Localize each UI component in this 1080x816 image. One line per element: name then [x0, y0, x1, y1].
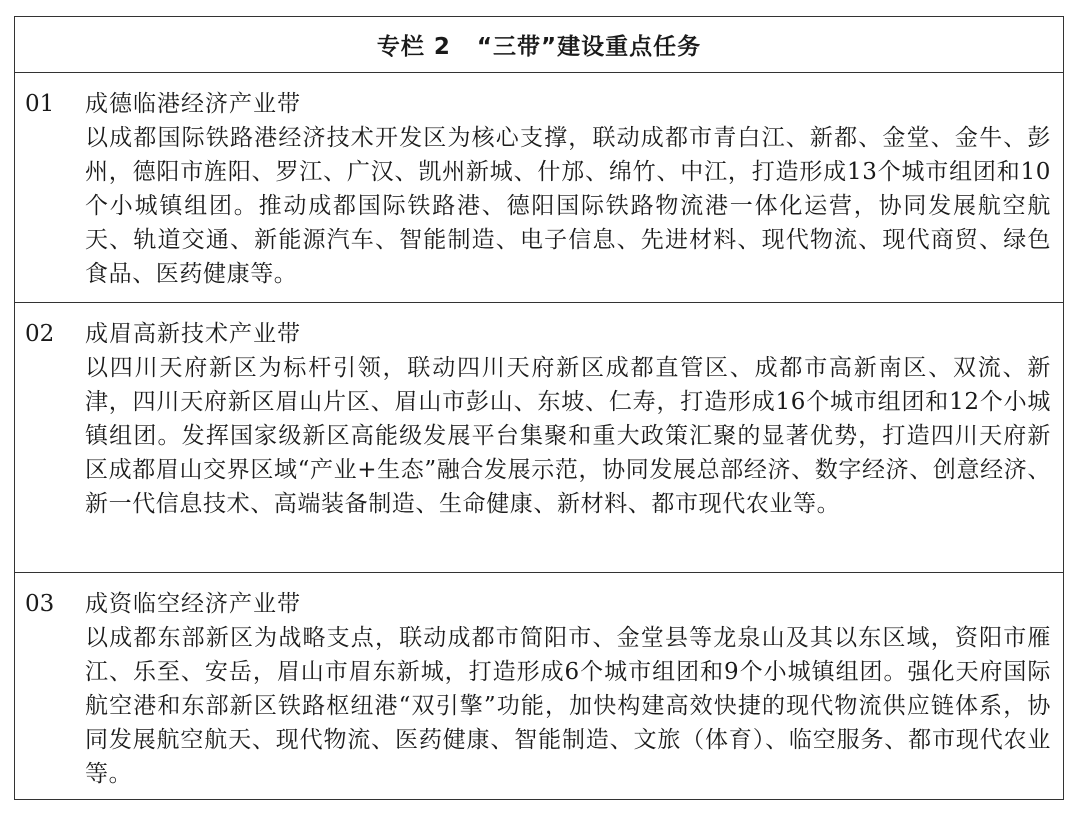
section-body: 以成都东部新区为战略支点，联动成都市简阳市、金堂县等龙泉山及其以东区域，资阳市雁江、乐至、安岳，眉山市眉东新城，打造形成6个城市组团和9个小城镇组团。强化天府国际航空港和东部新区铁路枢纽港“双引擎”功能，加快构建高效快捷的现代物流供应链体系，协同发展航空航天、现代物流、医药健康、智能制造、文旅（体育）、临空服务、都市现代农业等。: [85, 625, 1051, 787]
section-body: 以四川天府新区为标杆引领，联动四川天府新区成都直管区、成都市高新南区、双流、新津，四川天府新区眉山片区、眉山市彭山、东坡、仁寿，打造形成16个城市组团和12个小城镇组团。发挥国家级新区高能级发展平台集聚和重大政策汇聚的显著优势，打造四川天府新区成都眉山交界区域“产业+生态”融合发展示范，协同发展总部经济、数字经济、创意经济、新一代信息技术、高端装备制造、生命健康、新材料、都市现代农业等。: [85, 355, 1051, 517]
section-number: 01: [25, 91, 55, 117]
section-number: 02: [25, 321, 55, 347]
column-box: [14, 16, 1064, 800]
column-label: 专栏 2: [376, 34, 451, 60]
section-title: 成德临港经济产业带: [85, 91, 301, 117]
column-title: “三带”建设重点任务: [476, 34, 702, 60]
section-number: 03: [25, 591, 55, 617]
task-section-01: [15, 73, 1063, 303]
section-title: 成资临空经济产业带: [85, 591, 301, 617]
section-title: 成眉高新技术产业带: [85, 321, 301, 347]
section-body: 以成都国际铁路港经济技术开发区为核心支撑，联动成都市青白江、新都、金堂、金牛、彭州，德阳市旌阳、罗江、广汉、凯州新城、什邡、绵竹、中江，打造形成13个城市组团和10个小城镇组团。推动成都国际铁路港、德阳国际铁路物流港一体化运营，协同发展航空航天、轨道交通、新能源汽车、智能制造、电子信息、先进材料、现代物流、现代商贸、绿色食品、医药健康等。: [85, 125, 1051, 287]
task-section-03: [15, 573, 1063, 801]
column-header: [15, 17, 1063, 73]
task-section-02: [15, 303, 1063, 573]
